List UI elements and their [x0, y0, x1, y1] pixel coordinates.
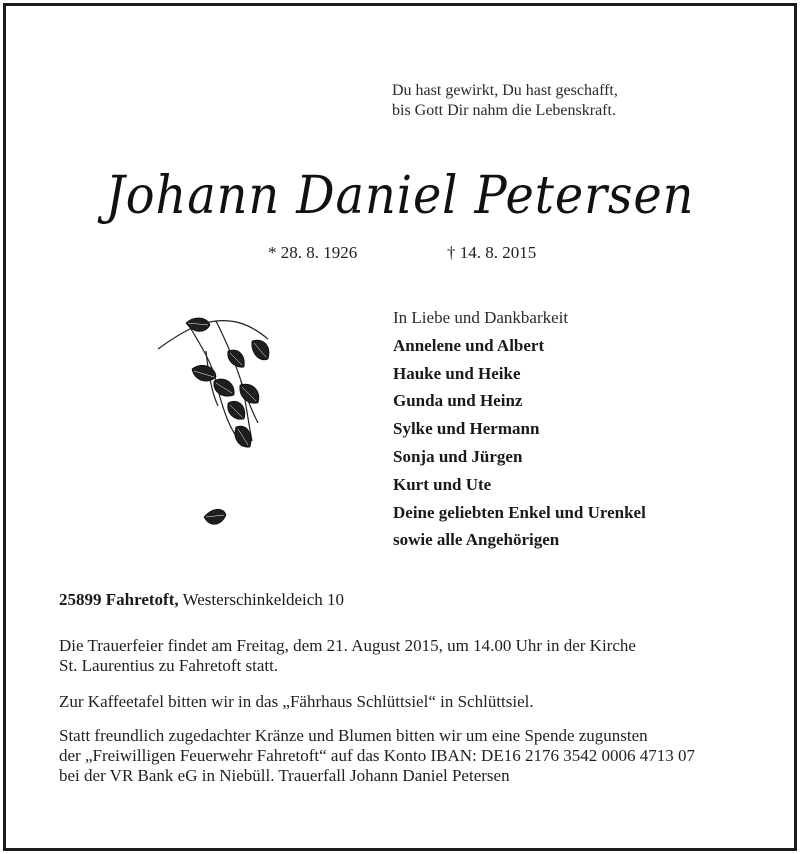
- donation-line-2: der „Freiwilligen Feuerwehr Fahretoft“ auf das Konto IBAN: DE16 2176 3542 0006 4713 07: [59, 746, 695, 765]
- address-city: 25899 Fahretoft,: [59, 590, 179, 609]
- mourner-name: Sylke und Hermann: [393, 419, 540, 439]
- deceased-name: Johann Daniel Petersen: [105, 166, 695, 226]
- death-date: † 14. 8. 2015: [447, 243, 537, 262]
- mourners-intro: In Liebe und Dankbarkeit: [393, 308, 569, 327]
- mourners-list: [393, 304, 646, 554]
- verse-line-2: bis Gott Dir nahm die Lebenskraft.: [392, 102, 616, 119]
- verse-line-1: Du hast gewirkt, Du hast geschafft,: [392, 82, 618, 99]
- mourner-name: Gunda und Heinz: [393, 391, 523, 411]
- verse: [392, 81, 618, 121]
- mourner-name: sowie alle Angehörigen: [393, 530, 560, 550]
- donation-line-1: Statt freundlich zugedachter Kränze und Blumen bitten wir um eine Spende zugunsten: [59, 726, 648, 745]
- birch-leaves-icon: [156, 311, 286, 543]
- funeral-line-1: Die Trauerfeier findet am Freitag, dem 21. August 2015, um 14.00 Uhr in der Kirche: [59, 636, 636, 655]
- funeral-notice: [59, 636, 759, 676]
- coffee-notice: [59, 692, 759, 712]
- mourner-name: Sonja und Jürgen: [393, 446, 523, 466]
- mourner-name: Deine geliebten Enkel und Urenkel: [393, 502, 646, 522]
- birth-date: * 28. 8. 1926: [268, 243, 358, 262]
- donation-notice: [59, 726, 759, 786]
- funeral-line-2: St. Laurentius zu Fahretoft statt.: [59, 656, 279, 675]
- donation-line-3: bei der VR Bank eG in Niebüll. Trauerfall Johann Daniel Petersen: [59, 766, 510, 785]
- address-street: Westerschinkeldeich 10: [182, 590, 345, 609]
- notice-frame: [3, 3, 797, 851]
- mourner-name: Annelene und Albert: [393, 335, 545, 355]
- mourner-name: Hauke und Heike: [393, 363, 521, 383]
- mourner-name: Kurt und Ute: [393, 474, 492, 494]
- coffee-line: Zur Kaffeetafel bitten wir in das „Fährhaus Schlüttsiel“ in Schlüttsiel.: [59, 692, 534, 711]
- address: [59, 590, 344, 610]
